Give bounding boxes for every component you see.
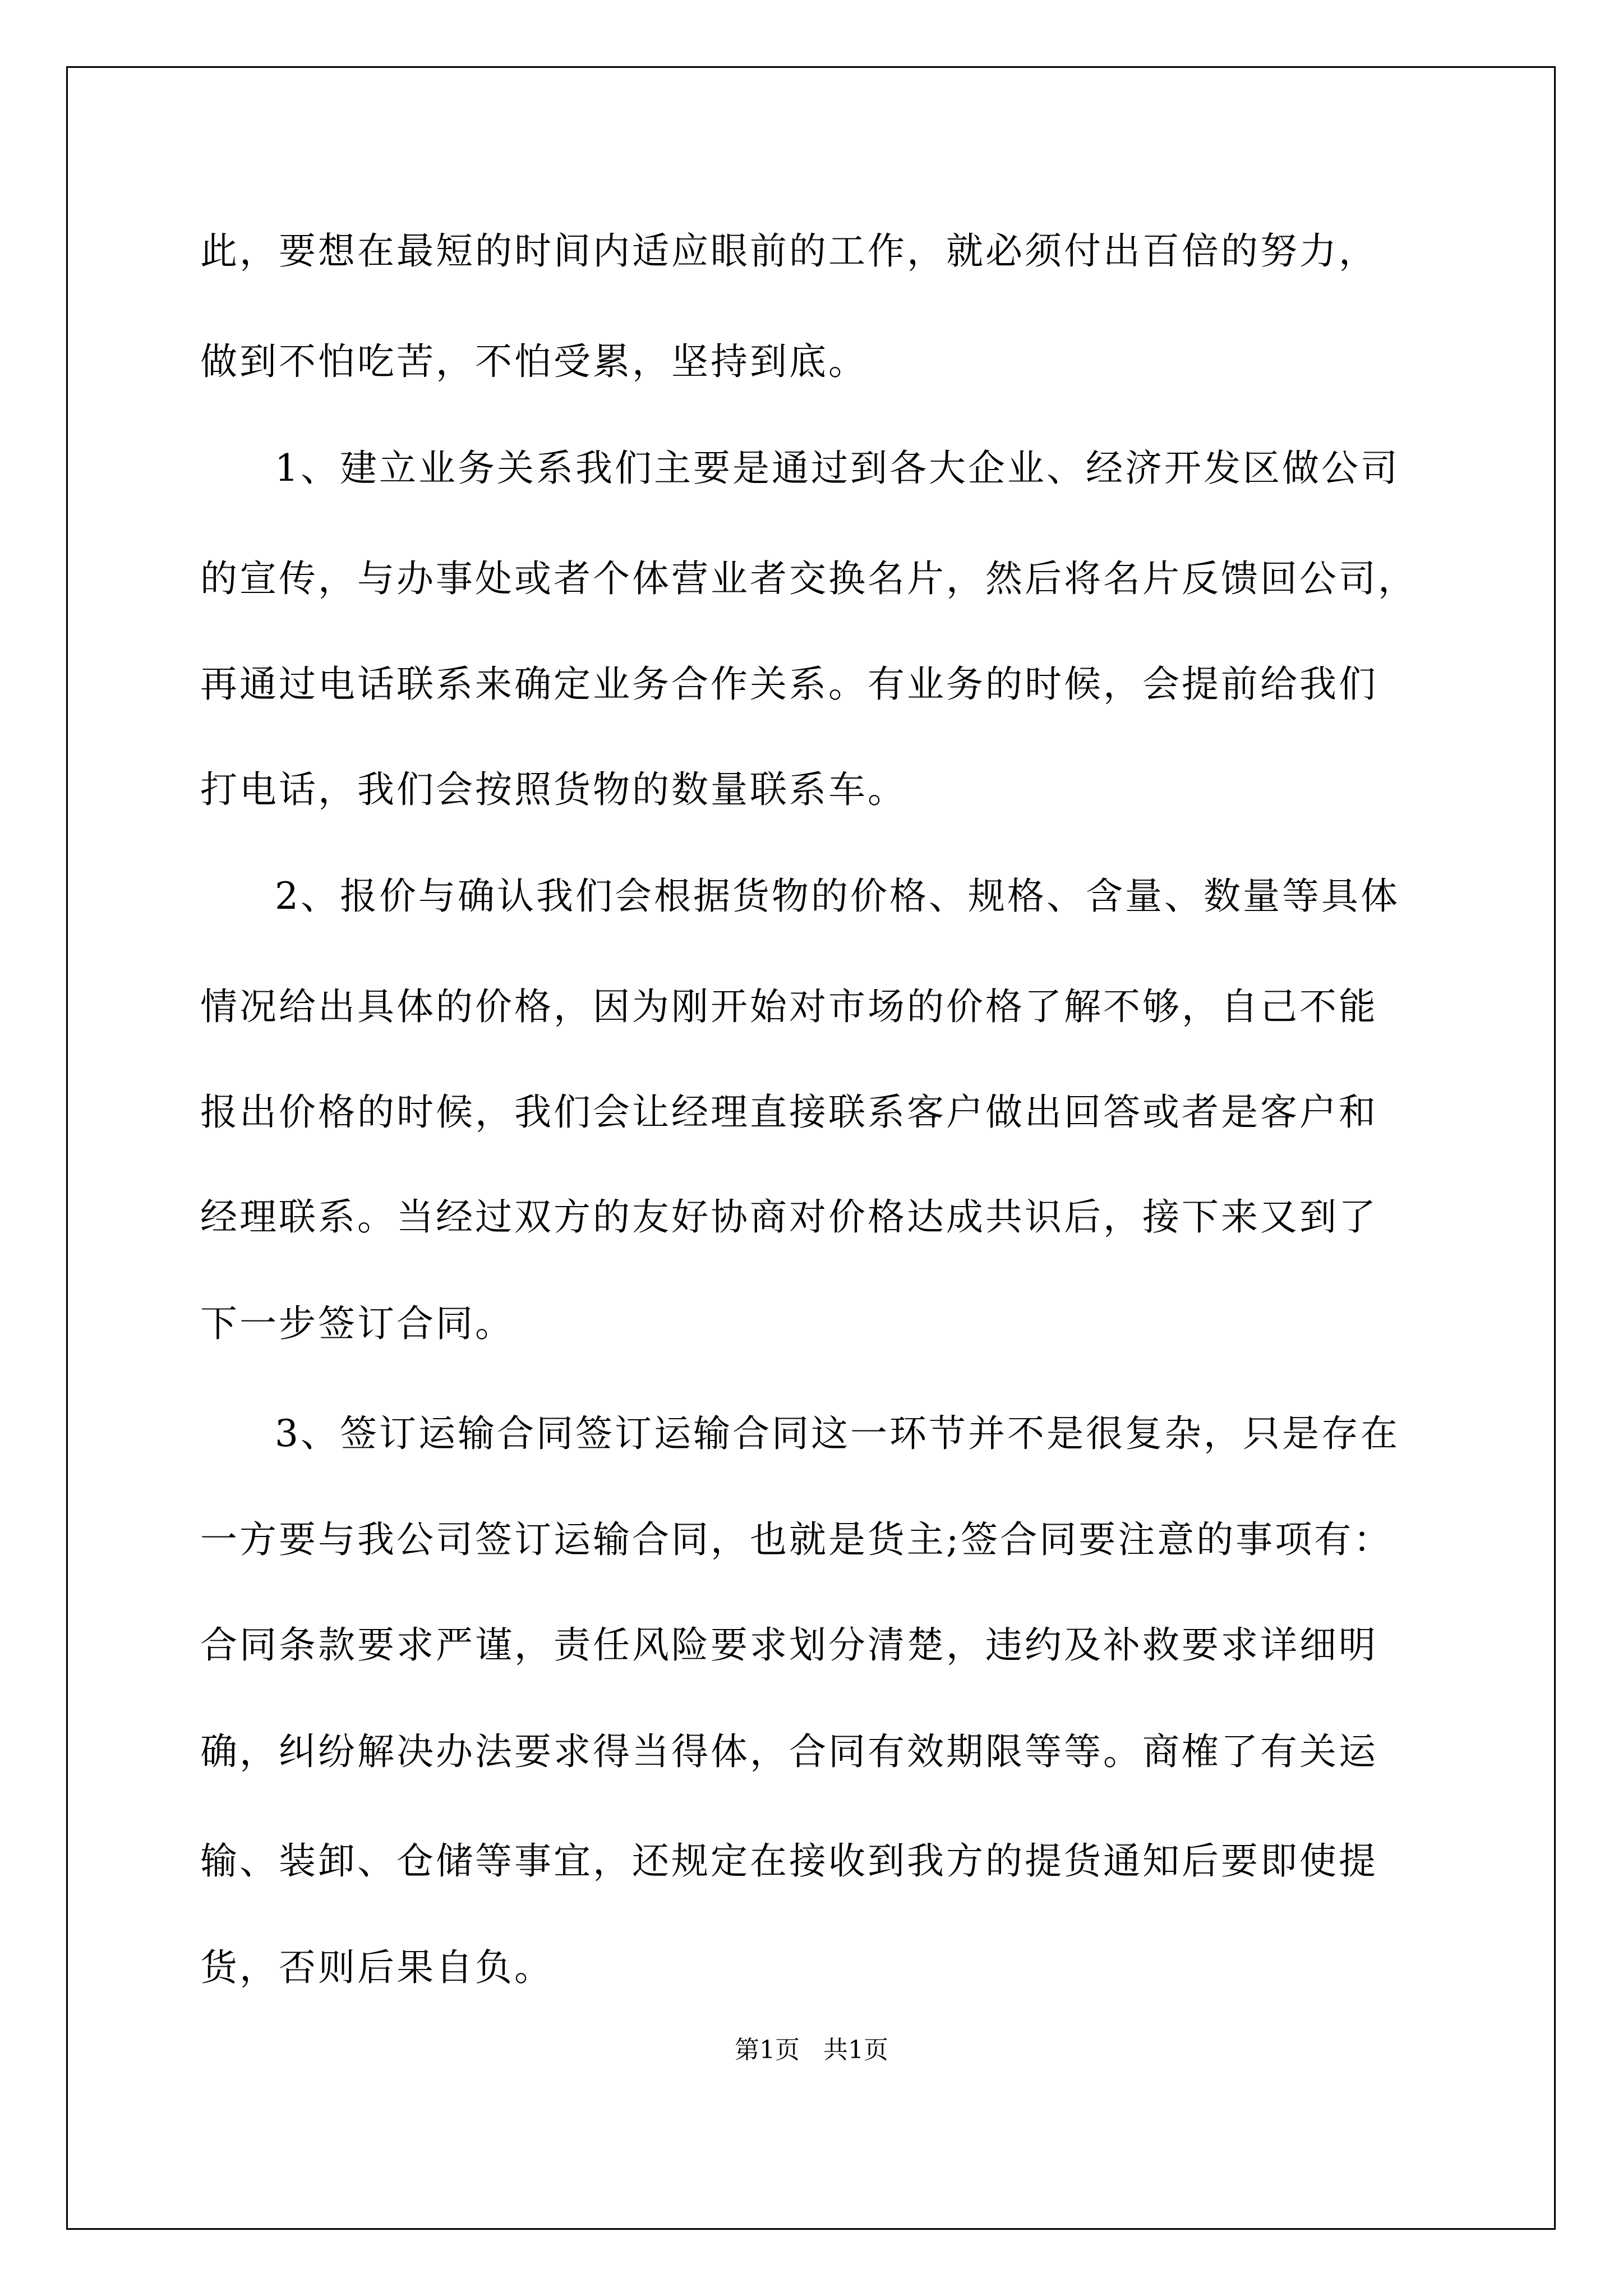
text-line: 再通过电话联系来确定业务合作关系。有业务的时候，会提前给我们 (200, 662, 1378, 706)
text-line: 的宣传，与办事处或者个体营业者交换名片，然后将名片反馈回公司， (200, 557, 1417, 600)
page-border (66, 66, 1556, 2230)
text-line: 做到不怕吃苦，不怕受累，坚持到底。 (200, 340, 868, 383)
text-line: 输、装卸、仓储等事宜，还规定在接收到我方的提货通知后要即使提 (200, 1839, 1378, 1883)
text-line: 下一步签订合同。 (200, 1302, 514, 1345)
text-line: 经理联系。当经过双方的友好协商对价格达成共识后，接下来又到了 (200, 1195, 1378, 1239)
text-line: 确，纠纷解决办法要求得当得体，合同有效期限等等。商榷了有关运 (200, 1730, 1378, 1773)
paragraph-2-start: 2、报价与确认我们会根据货物的价格、规格、含量、数量等具体 (275, 875, 1400, 918)
text-line: 打电话，我们会按照货物的数量联系车。 (200, 768, 907, 811)
text-line: 货，否则后果自负。 (200, 1946, 554, 1989)
text-line: 此，要想在最短的时间内适应眼前的工作，就必须付出百倍的努力， (200, 229, 1378, 273)
paragraph-1-start: 1、建立业务关系我们主要是通过到各大企业、经济开发区做公司 (275, 447, 1400, 490)
text-line: 报出价格的时候，我们会让经理直接联系客户做出回答或者是客户和 (200, 1091, 1378, 1134)
text-line: 合同条款要求严谨，责任风险要求划分清楚，违约及补救要求详细明 (200, 1623, 1378, 1667)
page-footer: 第1页 共1页 (735, 2036, 888, 2064)
paragraph-3-start: 3、签订运输合同签订运输合同这一环节并不是很复杂，只是存在 (275, 1412, 1400, 1455)
text-line: 情况给出具体的价格，因为刚开始对市场的价格了解不够，自己不能 (200, 985, 1378, 1028)
text-line: 一方要与我公司签订运输合同，也就是货主;签合同要注意的事项有： (200, 1518, 1393, 1561)
